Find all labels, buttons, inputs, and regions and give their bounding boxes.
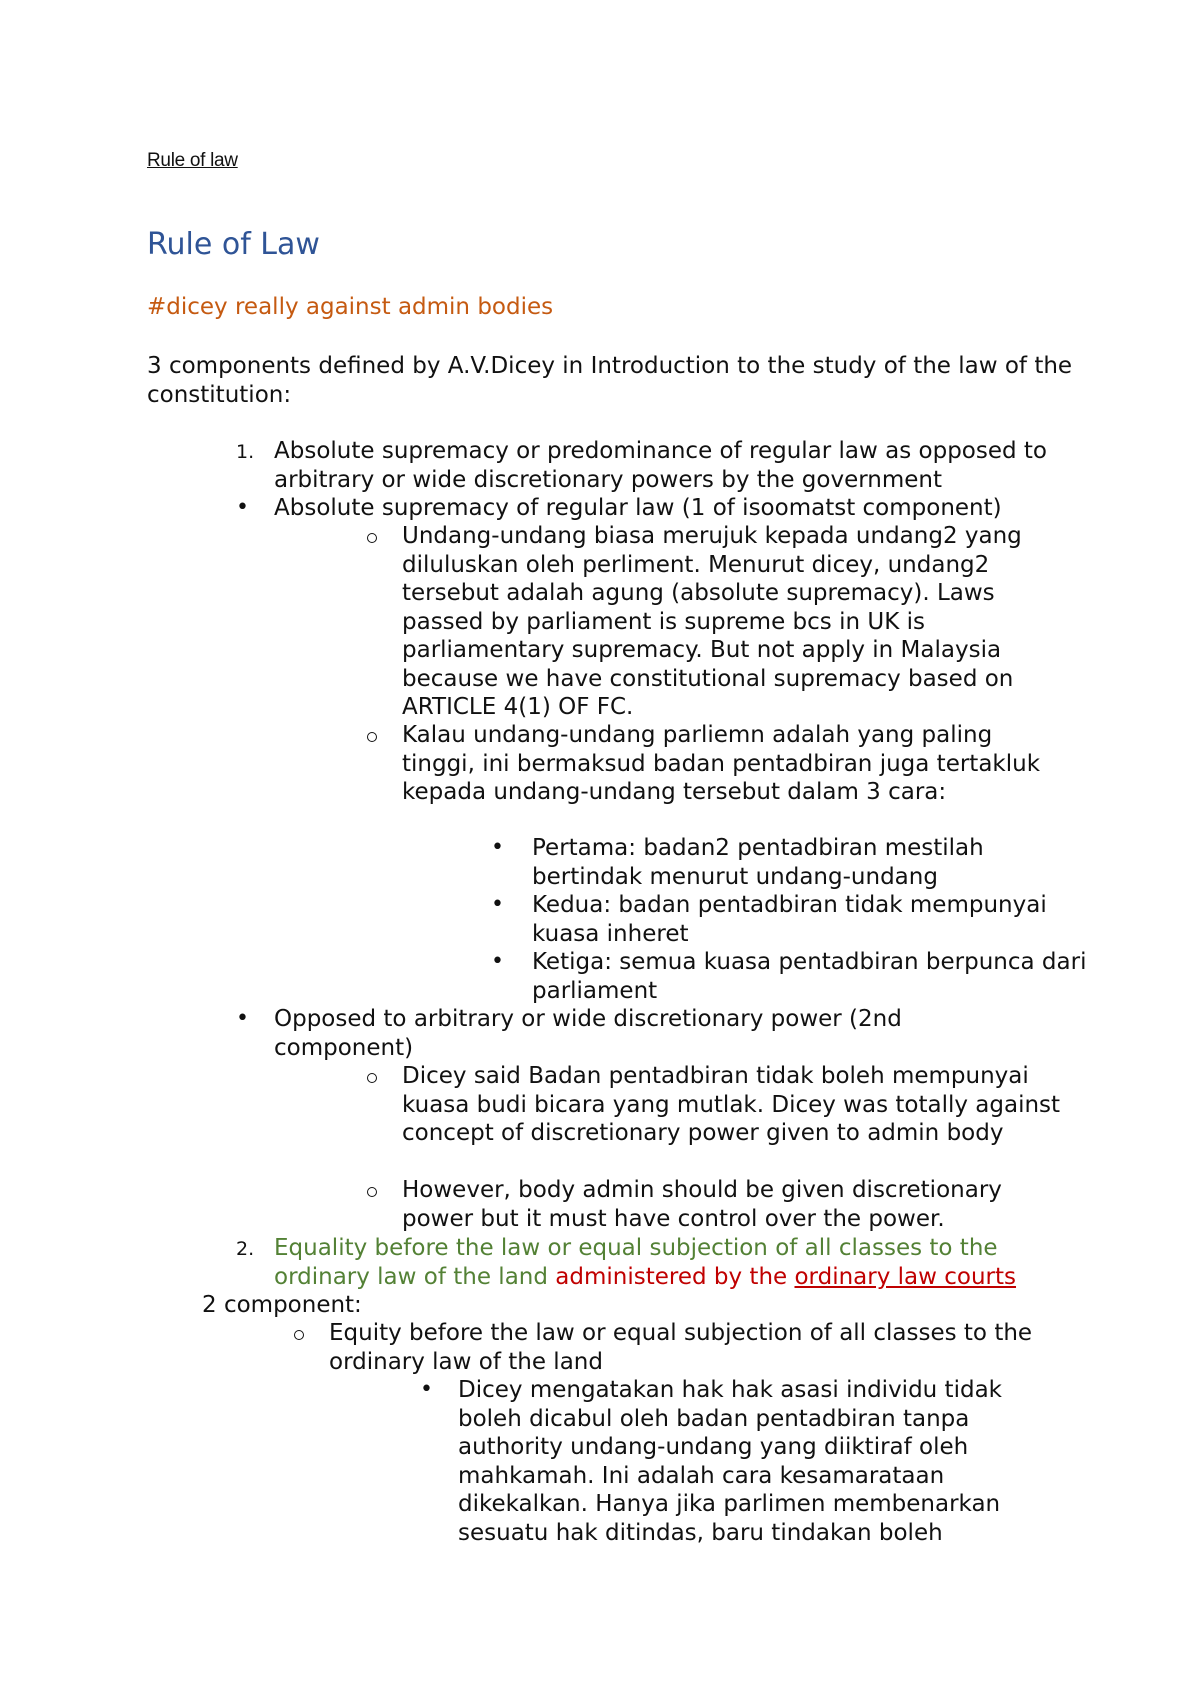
sub-item-kalau-undang-undang: Kalau undang-undang parliemn adalah yang paling tinggi, ini bermaksud badan pentadbiran juga tertakluk kepada undang-undang tersebut dalam 3 cara: xyxy=(402,722,1041,805)
sub-item-however-body-admin: However, body admin should be given discretionary power but it must have control over the power. xyxy=(402,1177,1002,1232)
circle-bullet-icon xyxy=(367,533,377,543)
list-number-1: 1. xyxy=(236,441,255,463)
bullet-icon: • xyxy=(491,892,504,917)
bullet-icon: • xyxy=(491,949,504,974)
ordinary-law-courts-text: ordinary law courts xyxy=(794,1263,1017,1290)
tertiary-item-kedua: Kedua: badan pentadbiran tidak mempunyai kuasa inheret xyxy=(532,892,1047,947)
sub-item-dicey-said: Dicey said Badan pentadbiran tidak boleh mempunyai kuasa budi bicara yang mutlak. Dicey was totally against concept of discretionary power given to admin body xyxy=(402,1063,1061,1146)
bullet-icon: • xyxy=(236,495,249,520)
tertiary-item-dicey-mengatakan: Dicey mengatakan hak hak asasi individu tidak boleh dicabul oleh badan pentadbiran tanpa authority undang-undang yang diiktiraf oleh mahkamah. Ini adalah cara kesamarataan dikekalkan. Hanya jika parlimen membenarkan sesuatu hak ditindas, baru tindakan boleh xyxy=(458,1377,1002,1546)
tertiary-item-pertama: Pertama: badan2 pentadbiran mestilah bertindak menurut undang-undang xyxy=(532,835,984,890)
sub-item-equity-before-law: Equity before the law or equal subjection of all classes to the ordinary law of the land xyxy=(329,1320,1033,1375)
circle-bullet-icon xyxy=(294,1330,304,1340)
tertiary-item-ketiga: Ketiga: semua kuasa pentadbiran berpunca dari parliament xyxy=(532,949,1087,1004)
administered-text: administered by the xyxy=(555,1263,788,1290)
circle-bullet-icon xyxy=(367,1073,377,1083)
sub-item-undang-undang-biasa: Undang-undang biasa merujuk kepada undang2 yang diluluskan oleh perliment. Menurut dicey, undang2 tersebut adalah agung (absolute supremacy). Laws passed by parliament is supreme bcs in UK is parliamentary supremacy. But not apply in Malaysia because we have constitutional supremacy based on ARTICLE 4(1) OF FC. xyxy=(402,523,1022,720)
list-item-2 xyxy=(274,1234,1084,1291)
bullet-item-absolute-supremacy: Absolute supremacy of regular law (1 of isoomatst component) xyxy=(274,495,1002,521)
intro-paragraph: 3 components defined by A.V.Dicey in Introduction to the study of the law of the constitution: xyxy=(147,353,1073,408)
circle-bullet-icon xyxy=(367,1187,377,1197)
heading-rule-of-law: Rule of Law xyxy=(147,227,320,262)
subheading-dicey: #dicey really against admin bodies xyxy=(147,294,554,320)
list-item-1: Absolute supremacy or predominance of regular law as opposed to arbitrary or wide discretionary powers by the government xyxy=(274,438,1048,493)
document-title: Rule of law xyxy=(147,150,238,171)
bullet-item-opposed-arbitrary: Opposed to arbitrary or wide discretionary power (2nd component) xyxy=(274,1006,902,1061)
equality-text: Equality before the law or equal subjection of all classes to the ordinary law of the land xyxy=(274,1235,998,1290)
bullet-icon: • xyxy=(236,1006,249,1031)
bullet-icon: • xyxy=(420,1377,433,1402)
component-2-label: 2 component: xyxy=(202,1292,362,1318)
list-number-2: 2. xyxy=(236,1238,255,1260)
circle-bullet-icon xyxy=(367,732,377,742)
bullet-icon: • xyxy=(491,835,504,860)
